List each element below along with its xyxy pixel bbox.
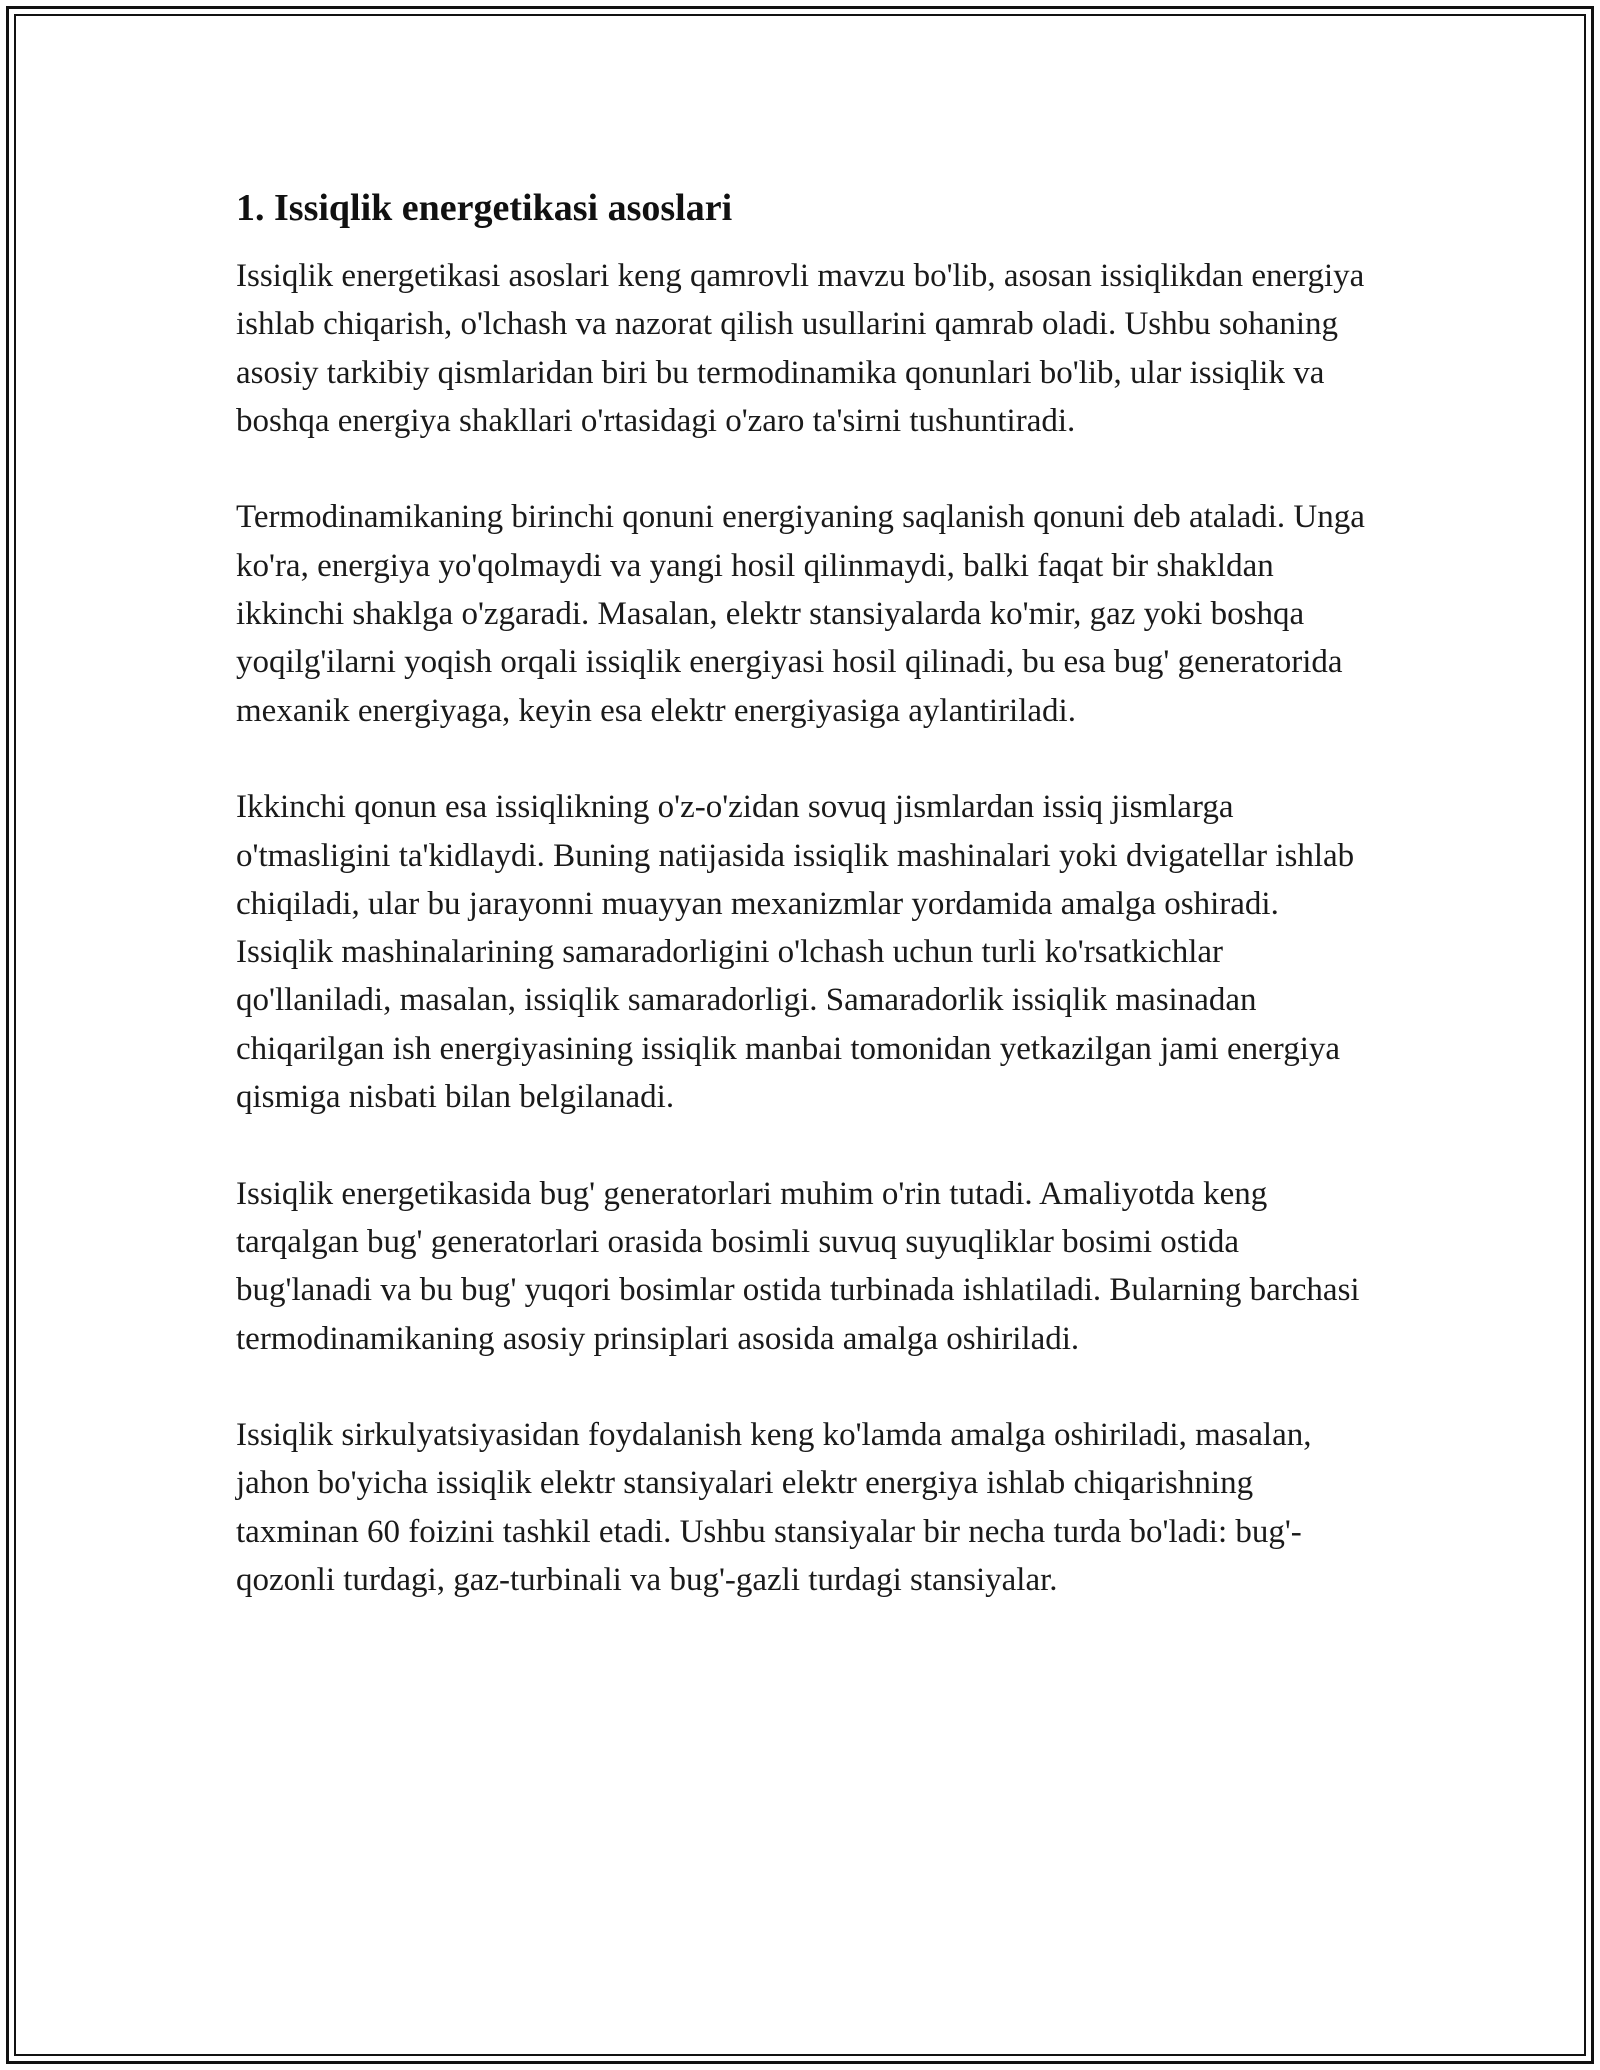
paragraph-5: Issiqlik sirkulyatsiyasidan foydalanish keng ko'lamda amalga oshiriladi, masalan, jahon bo'yicha issiqlik elektr stansiyalari elektr energiya ishlab chiqarishning taxminan 60 foizini tashkil etadi. Ushbu stansiyalar bir necha turda bo'ladi: bug'-qozonli turdagi, gaz-turbinali va bug'-gazli turdagi stansiyalar. (236, 1417, 1312, 1599)
paragraph-1: Issiqlik energetikasi asoslari keng qamrovli mavzu bo'lib, asosan issiqlikdan energiya ishlab chiqarish, o'lchash va nazorat qilish usullarini qamrab oladi. Ushbu sohaning asosiy tarkibiy qismlaridan biri bu termodinamika qonunlari bo'lib, ular issiqlik va boshqa energiya shakllari o'rtasidagi o'zaro ta'sirni tushuntiradi. (236, 258, 1365, 439)
paragraph-4: Issiqlik energetikasida bug' generatorlari muhim o'rin tutadi. Amaliyotda keng tarqalgan bug' generatorlari orasida bosimli suvuq suyuqliklar bosimi ostida bug'lanadi va bu bug' yuqori bosimlar ostida turbinada ishlatiladi. Bularning barchasi termodinamikaning asosiy prinsiplari asosida amalga oshiriladi. (236, 1175, 1360, 1357)
section-heading: 1. Issiqlik energetikasi asoslari (236, 187, 733, 229)
document-body (236, 184, 1376, 1653)
paragraph-3: Ikkinchi qonun esa issiqlikning o'z-o'zidan sovuq jismlardan issiq jismlarga o'tmasligini ta'kidlaydi. Buning natijasida issiqlik mashinalari yoki dvigatellar ishlab chiqiladi, ular bu jarayonni muayyan mexanizmlar yordamida amalga oshiradi. Issiqlik mashinalarining samaradorligini o'lchash uchun turli ko'rsatkichlar qo'llaniladi, masalan, issiqlik samaradorligi. Samaradorlik issiqlik masinadan chiqarilgan ish energiyasining issiqlik manbai tomonidan yetkazilgan jami energiya qismiga nisbati bilan belgilanadi. (236, 789, 1355, 1116)
paragraph-2: Termodinamikaning birinchi qonuni energiyaning saqlanish qonuni deb ataladi. Unga ko'ra, energiya yo'qolmaydi va yangi hosil qilinmaydi, balki faqat bir shakldan ikkinchi shaklga o'zgaradi. Masalan, elektr stansiyalarda ko'mir, gaz yoki boshqa yoqilg'ilarni yoqish orqali issiqlik energiyasi hosil qilinadi, bu esa bug' generatorida mexanik energiyaga, keyin esa elektr energiyasiga aylantiriladi. (236, 499, 1365, 729)
